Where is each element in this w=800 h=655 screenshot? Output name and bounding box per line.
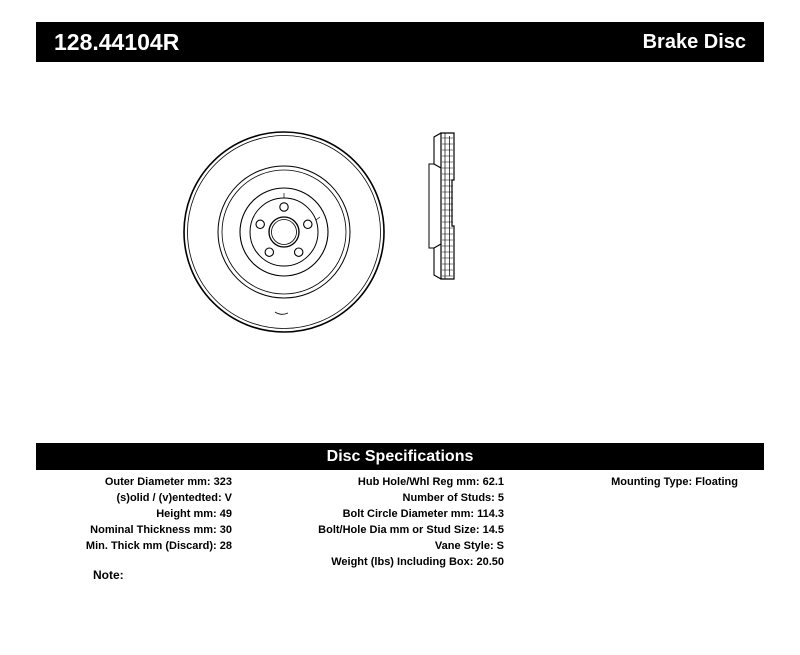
spec-item: (s)olid / (v)entedted: V (116, 492, 232, 504)
rotor-side-view (429, 133, 454, 279)
spec-item: Height mm: 49 (156, 508, 232, 520)
spec-item: Number of Studs: 5 (402, 492, 504, 504)
specs-column-left (36, 474, 236, 554)
specs-title: Disc Specifications (326, 447, 474, 465)
product-type-label: Brake Disc (642, 31, 746, 53)
spec-item: Bolt Circle Diameter mm: 114.3 (342, 508, 504, 520)
spec-item: Nominal Thickness mm: 30 (90, 524, 232, 536)
rotor-front-view (184, 132, 384, 332)
spec-item: Min. Thick mm (Discard): 28 (85, 540, 232, 552)
spec-item: Outer Diameter mm: 323 (104, 476, 232, 488)
note-label: Note: (93, 568, 124, 582)
specs-body (36, 474, 764, 570)
spec-item: Bolt/Hole Dia mm or Stud Size: 14.5 (318, 524, 504, 536)
specs-title-bar (36, 443, 764, 470)
part-number: 128.44104R (54, 28, 180, 55)
spec-item: Mounting Type: Floating (611, 476, 738, 488)
specs-column-middle (236, 474, 508, 570)
spec-item: Weight (lbs) Including Box: 20.50 (331, 556, 504, 568)
product-drawing (36, 80, 764, 410)
spec-item: Vane Style: S (434, 540, 504, 552)
spec-item: Hub Hole/Whl Reg mm: 62.1 (357, 476, 504, 488)
specs-column-right (508, 474, 764, 490)
header-bar (36, 22, 764, 62)
